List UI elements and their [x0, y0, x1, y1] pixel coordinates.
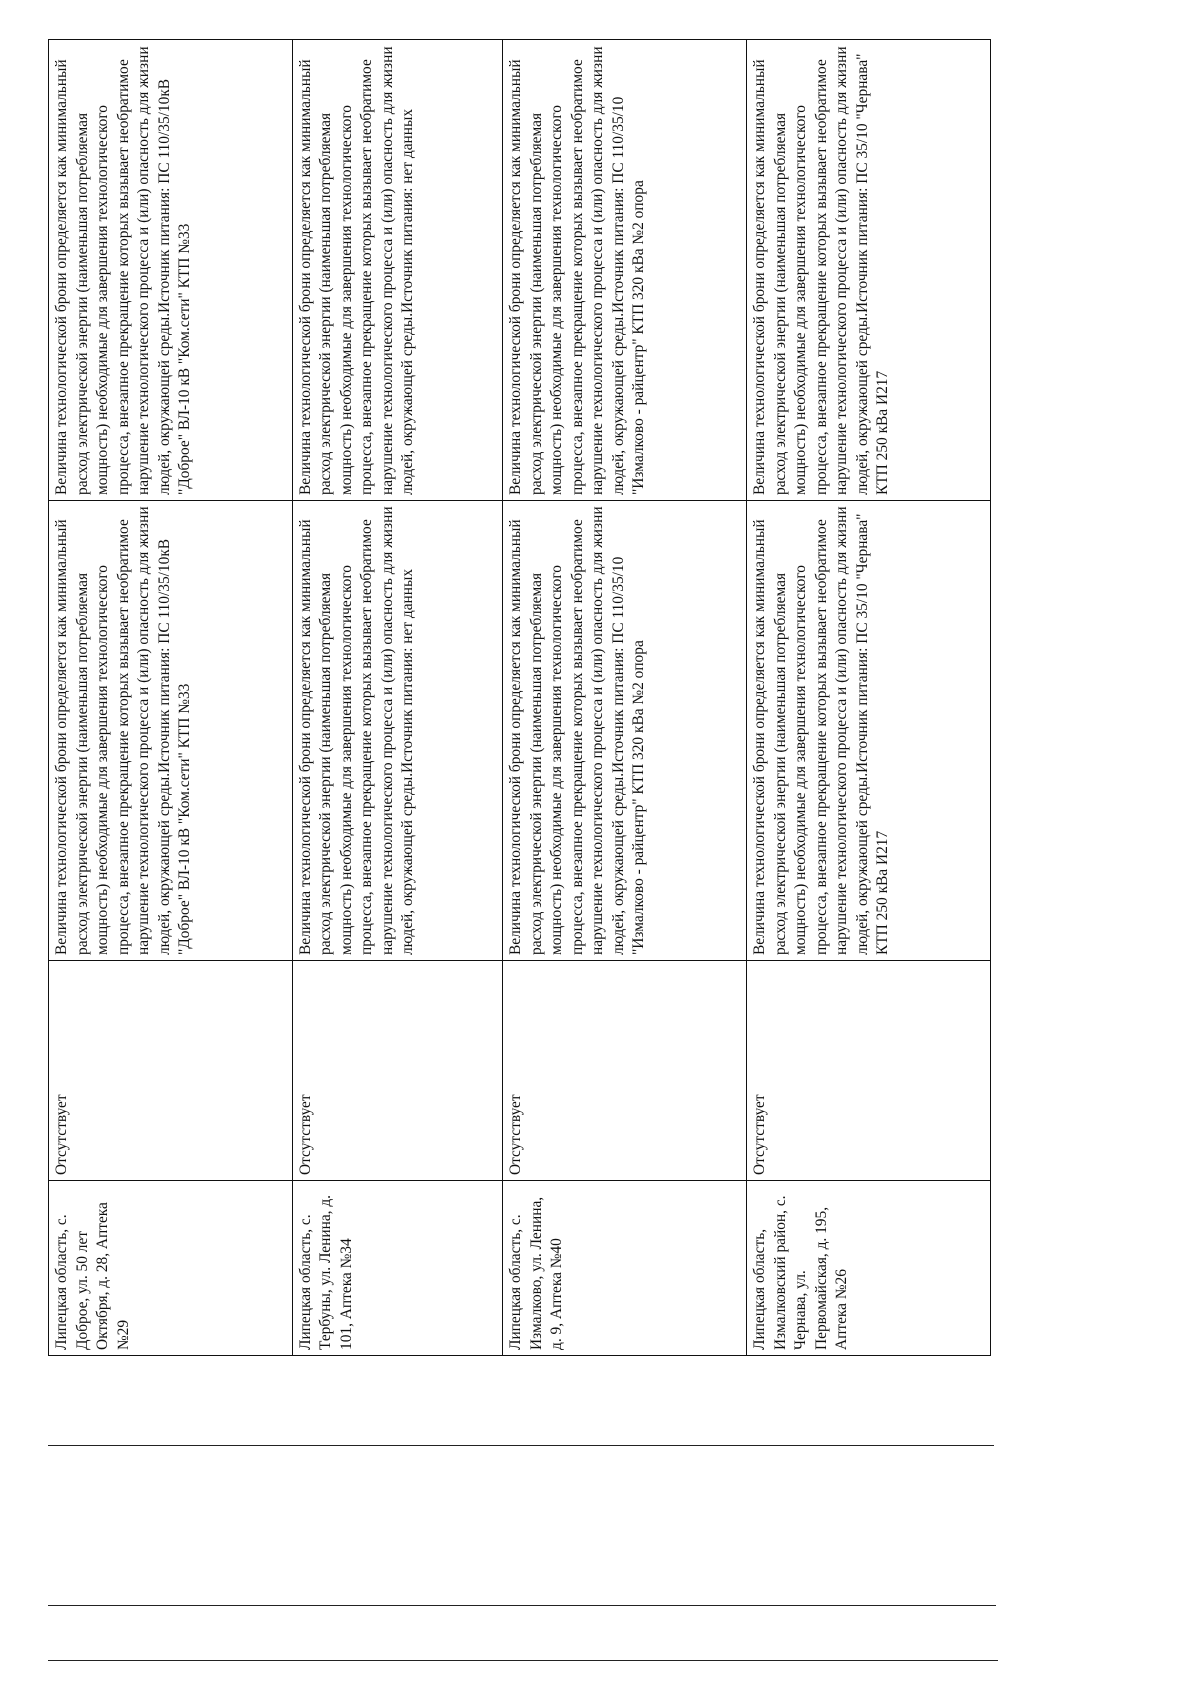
- cell-reserve-status: Отсутствует: [747, 961, 991, 1181]
- cell-address: Липецкая область, Измалковский район, с. Чернава, ул. Первомайская, д. 195, Аптека №26: [747, 1181, 991, 1356]
- cell-address: Липецкая область, с. Доброе, ул. 50 лет Октября, д. 28, Аптека №29: [49, 1181, 293, 1356]
- table-row: [747, 40, 991, 1356]
- cell-reserve-status: Отсутствует: [292, 961, 503, 1181]
- horizontal-rule: [48, 1445, 994, 1446]
- cell-technological-reserve: Величина технологической брони определяется как минимальный расход электрической энергии (наименьшая потребляемая мощность) необходимые для завершения технологического процесса, внезапное прекращение которых вызывает необратимое нарушение технологического процесса и (или) опасность для жизни людей, окружающей среды.Источник питания: ПС 35/10 "Чернава" КТП 250 кВа И217: [747, 501, 991, 961]
- rotated-table-container: [48, 40, 991, 1356]
- cell-technological-reserve-duplicate: Величина технологической брони определяется как минимальный расход электрической энергии (наименьшая потребляемая мощность) необходимые для завершения технологического процесса, внезапное прекращение которых вызывает необратимое нарушение технологического процесса и (или) опасность для жизни людей, окружающей среды.Источник питания: нет данных: [292, 40, 503, 501]
- cell-technological-reserve: Величина технологической брони определяется как минимальный расход электрической энергии (наименьшая потребляемая мощность) необходимые для завершения технологического процесса, внезапное прекращение которых вызывает необратимое нарушение технологического процесса и (или) опасность для жизни людей, окружающей среды.Источник питания: нет данных: [292, 501, 503, 961]
- cell-address: Липецкая область, с. Тербуны, ул. Ленина, д. 101, Аптека №34: [292, 1181, 503, 1356]
- table-row: [292, 40, 503, 1356]
- table-row: [49, 40, 293, 1356]
- cell-technological-reserve-duplicate: Величина технологической брони определяется как минимальный расход электрической энергии (наименьшая потребляемая мощность) необходимые для завершения технологического процесса, внезапное прекращение которых вызывает необратимое нарушение технологического процесса и (или) опасность для жизни людей, окружающей среды.Источник питания: ПС 110/35/10кВ "Доброе" ВЛ-10 кВ "Ком.сети" КТП №33: [49, 40, 293, 501]
- cell-reserve-status: Отсутствует: [49, 961, 293, 1181]
- cell-technological-reserve: Величина технологической брони определяется как минимальный расход электрической энергии (наименьшая потребляемая мощность) необходимые для завершения технологического процесса, внезапное прекращение которых вызывает необратимое нарушение технологического процесса и (или) опасность для жизни людей, окружающей среды.Источник питания: ПС 110/35/10кВ "Доброе" ВЛ-10 кВ "Ком.сети" КТП №33: [49, 501, 293, 961]
- cell-technological-reserve: Величина технологической брони определяется как минимальный расход электрической энергии (наименьшая потребляемая мощность) необходимые для завершения технологического процесса, внезапное прекращение которых вызывает необратимое нарушение технологического процесса и (или) опасность для жизни людей, окружающей среды.Источник питания: ПС 110/35/10 "Измалково - райцентр" КТП 320 кВа №2 опора: [503, 501, 747, 961]
- cell-technological-reserve-duplicate: Величина технологической брони определяется как минимальный расход электрической энергии (наименьшая потребляемая мощность) необходимые для завершения технологического процесса, внезапное прекращение которых вызывает необратимое нарушение технологического процесса и (или) опасность для жизни людей, окружающей среды.Источник питания: ПС 110/35/10 "Измалково - райцентр" КТП 320 кВа №2 опора: [503, 40, 747, 501]
- cell-technological-reserve-duplicate: Величина технологической брони определяется как минимальный расход электрической энергии (наименьшая потребляемая мощность) необходимые для завершения технологического процесса, внезапное прекращение которых вызывает необратимое нарушение технологического процесса и (или) опасность для жизни людей, окружающей среды.Источник питания: ПС 35/10 "Чернава" КТП 250 кВа И217: [747, 40, 991, 501]
- horizontal-rule: [48, 1605, 996, 1606]
- table-row: [503, 40, 747, 1356]
- pharmacy-reserve-table: [48, 39, 991, 1356]
- cell-reserve-status: Отсутствует: [503, 961, 747, 1181]
- horizontal-rule: [48, 1660, 998, 1661]
- cell-address: Липецкая область, с. Измалково, ул. Ленина, д. 9, Аптека №40: [503, 1181, 747, 1356]
